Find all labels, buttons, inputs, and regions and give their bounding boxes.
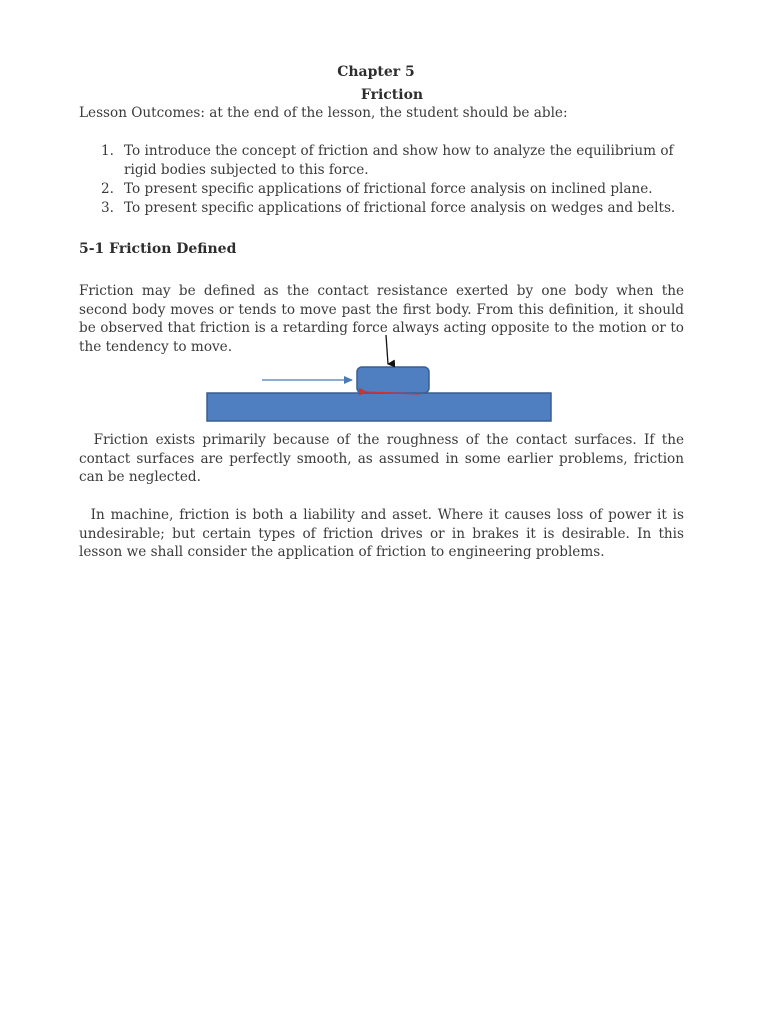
normal-force-arrow [386,335,388,364]
list-item-text: To introduce the concept of friction and show how to analyze the equilibrium of rigid bodies subjected to this force. [124,143,674,178]
lesson-outcomes-intro: Lesson Outcomes: at the end of the lesson, the student should be able: [79,105,568,121]
list-item [79,180,685,199]
paragraph-friction-machines: In machine, friction is both a liability and asset. Where it causes loss of power it is undesirable; but certain types of friction drives or in brakes it is desirable. In this lesson we shall consider the application of friction to engineering problems. [79,507,684,560]
ground-surface [207,393,551,421]
list-item-text: To present specific applications of frictional force analysis on wedges and belts. [124,200,676,216]
list-item-number: 3. [101,200,114,216]
list-item-text: To present specific applications of frictional force analysis on inclined plane. [124,181,653,197]
list-item-number: 2. [101,181,114,197]
page-title: Friction [360,87,424,103]
paragraph-friction-definition: Friction may be defined as the contact resistance exerted by one body when the second body moves or tends to move past the first body. From this definition, it should be observed that friction is a retarding force always acting opposite to the motion or to the tendency to move. [79,283,684,355]
paragraph-friction-roughness: Friction exists primarily because of the roughness of the contact surfaces. If the contact surfaces are perfectly smooth, as assumed in some earlier problems, friction can be neglected. [79,432,684,485]
sliding-block [357,367,429,393]
list-item [79,142,685,180]
lesson-outcomes-list [79,142,685,218]
list-item-number: 1. [101,143,114,159]
section-heading: 5-1 Friction Defined [79,241,237,257]
list-item [79,199,685,218]
chapter-label: Chapter 5 [337,64,415,80]
friction-diagram [200,330,560,426]
